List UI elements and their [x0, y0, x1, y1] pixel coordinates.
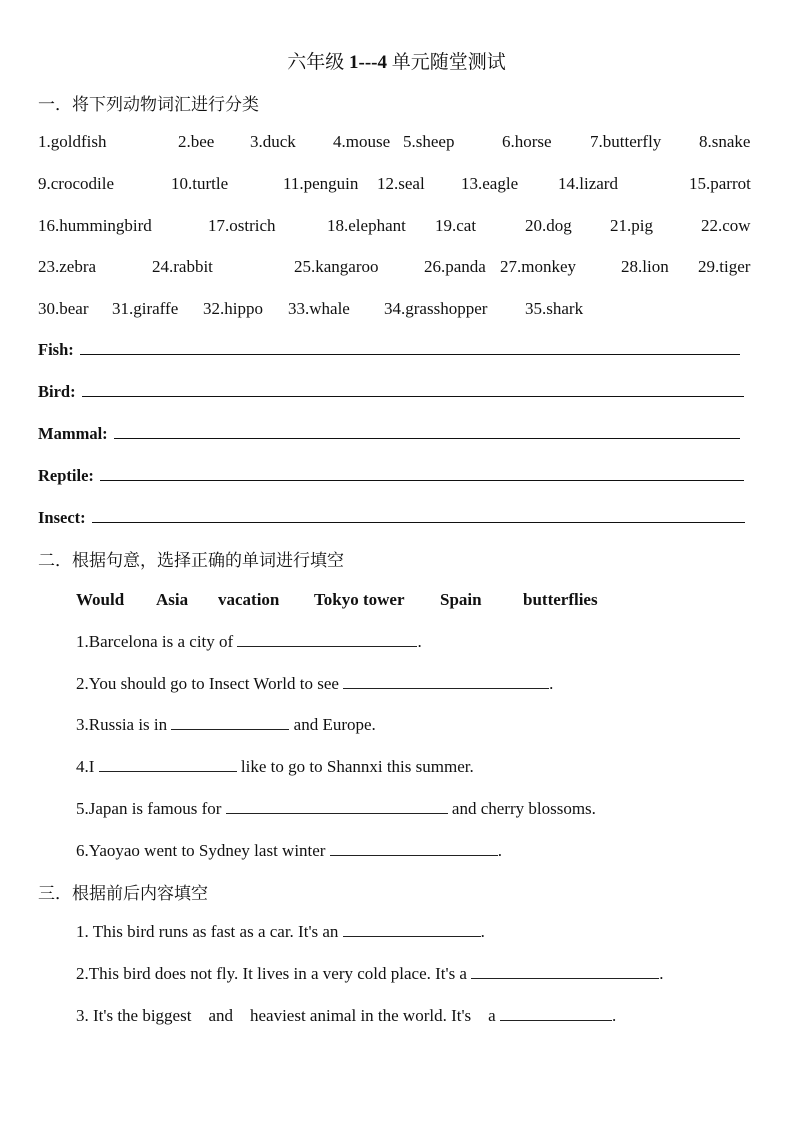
animal-word: 22.cow — [701, 216, 751, 235]
question-text-after: like to go to Shannxi this summer. — [236, 757, 474, 776]
question-text-after: . — [497, 841, 502, 860]
category-reptile — [38, 466, 744, 486]
answer-blank[interactable] — [343, 674, 549, 689]
answer-blank[interactable] — [330, 841, 498, 856]
category-label: Insect: — [38, 508, 86, 527]
question-text-after: . — [417, 632, 422, 651]
question-6 — [76, 841, 502, 861]
animal-word: 26.panda — [424, 257, 486, 276]
answer-blank[interactable] — [500, 1006, 612, 1021]
category-fish — [38, 340, 740, 360]
question-text-after: . — [480, 922, 485, 941]
animal-word: 32.hippo — [203, 299, 263, 318]
animal-word: 35.shark — [525, 299, 584, 318]
category-mammal — [38, 424, 740, 444]
answer-blank[interactable] — [99, 757, 237, 772]
animal-word: 6.horse — [502, 132, 552, 151]
animal-word: 10.turtle — [171, 174, 229, 193]
question-text-after: . — [659, 964, 664, 983]
animal-word: 4.mouse — [333, 132, 391, 151]
answer-blank[interactable] — [92, 508, 745, 523]
word-bank-option: Spain — [440, 590, 482, 609]
answer-blank[interactable] — [100, 466, 744, 481]
animal-word: 13.eagle — [461, 174, 519, 193]
question-3 — [76, 1006, 616, 1026]
animal-word: 9.crocodile — [38, 174, 114, 193]
category-label: Fish: — [38, 340, 74, 359]
question-text-after: . — [549, 674, 554, 693]
title-suffix: 单元随堂测试 — [386, 52, 506, 73]
question-5 — [76, 799, 596, 819]
animal-word: 1.goldfish — [38, 132, 107, 151]
word-bank-option: butterflies — [523, 590, 598, 609]
animal-word: 19.cat — [435, 216, 477, 235]
word-bank-option: Would — [76, 590, 125, 609]
animal-word: 33.whale — [288, 299, 350, 318]
question-2 — [76, 964, 663, 984]
word-bank-option: vacation — [218, 590, 280, 609]
question-text-after: and Europe. — [289, 715, 376, 734]
title-prefix: 六年级 — [287, 52, 349, 73]
animal-word: 18.elephant — [327, 216, 406, 235]
category-label: Mammal: — [38, 424, 108, 443]
animal-word: 15.parrot — [689, 174, 751, 193]
animal-word: 11.penguin — [283, 174, 359, 193]
answer-blank[interactable] — [114, 424, 740, 439]
animal-word: 30.bear — [38, 299, 89, 318]
animal-word: 23.zebra — [38, 257, 97, 276]
animal-word: 20.dog — [525, 216, 572, 235]
question-text-before: 4.I — [76, 757, 99, 776]
word-bank-option: Tokyo tower — [314, 590, 405, 609]
animal-word: 3.duck — [250, 132, 296, 151]
question-text-before: 1.Barcelona is a city of — [76, 632, 238, 651]
answer-blank[interactable] — [226, 799, 448, 814]
answer-blank[interactable] — [343, 922, 481, 937]
animal-word: 2.bee — [178, 132, 215, 151]
category-label: Reptile: — [38, 466, 94, 485]
animal-word: 24.rabbit — [152, 257, 213, 276]
question-text-before: 5.Japan is famous for — [76, 799, 226, 818]
animal-word: 14.lizard — [558, 174, 618, 193]
answer-blank[interactable] — [237, 632, 417, 647]
question-2 — [76, 674, 553, 694]
answer-blank[interactable] — [171, 715, 289, 730]
animal-word: 8.snake — [699, 132, 751, 151]
category-insect — [38, 508, 745, 528]
answer-blank[interactable] — [82, 382, 744, 397]
animal-word: 16.hummingbird — [38, 216, 152, 235]
question-text-before: 3. It's the biggest and heaviest animal in the world. It's a — [76, 1006, 500, 1025]
question-text-before: 1. This bird runs as fast as a car. It's an — [76, 922, 343, 941]
section2-heading: 二．根据句意，选择正确的单词进行填空 — [38, 551, 344, 570]
question-3 — [76, 715, 376, 735]
section3-heading: 三．根据前后内容填空 — [38, 884, 208, 903]
question-1 — [76, 632, 422, 652]
category-label: Bird: — [38, 382, 76, 401]
animal-word: 7.butterfly — [590, 132, 662, 151]
question-text-before: 6.Yaoyao went to Sydney last winter — [76, 841, 330, 860]
question-4 — [76, 757, 474, 777]
animal-word: 21.pig — [610, 216, 653, 235]
animal-word: 5.sheep — [403, 132, 455, 151]
question-text-after: and cherry blossoms. — [447, 799, 596, 818]
page-title — [0, 47, 793, 74]
question-text-before: 2.You should go to Insect World to see — [76, 674, 344, 693]
question-text-before: 2.This bird does not fly. It lives in a very cold place. It's a — [76, 964, 472, 983]
animal-word: 25.kangaroo — [294, 257, 379, 276]
word-bank-option: Asia — [156, 590, 189, 609]
question-1 — [76, 922, 485, 942]
animal-word: 17.ostrich — [208, 216, 276, 235]
section1-heading: 一．将下列动物词汇进行分类 — [38, 95, 259, 114]
animal-word: 31.giraffe — [112, 299, 179, 318]
answer-blank[interactable] — [80, 340, 740, 355]
answer-blank[interactable] — [471, 964, 659, 979]
question-text-after: . — [611, 1006, 617, 1025]
animal-word: 27.monkey — [500, 257, 577, 276]
animal-word: 12.seal — [377, 174, 425, 193]
animal-word: 29.tiger — [698, 257, 751, 276]
question-text-before: 3.Russia is in — [76, 715, 172, 734]
animal-word: 28.lion — [621, 257, 669, 276]
category-bird — [38, 382, 744, 402]
title-unit-range: 1---4 — [349, 52, 387, 73]
animal-word: 34.grasshopper — [384, 299, 488, 318]
